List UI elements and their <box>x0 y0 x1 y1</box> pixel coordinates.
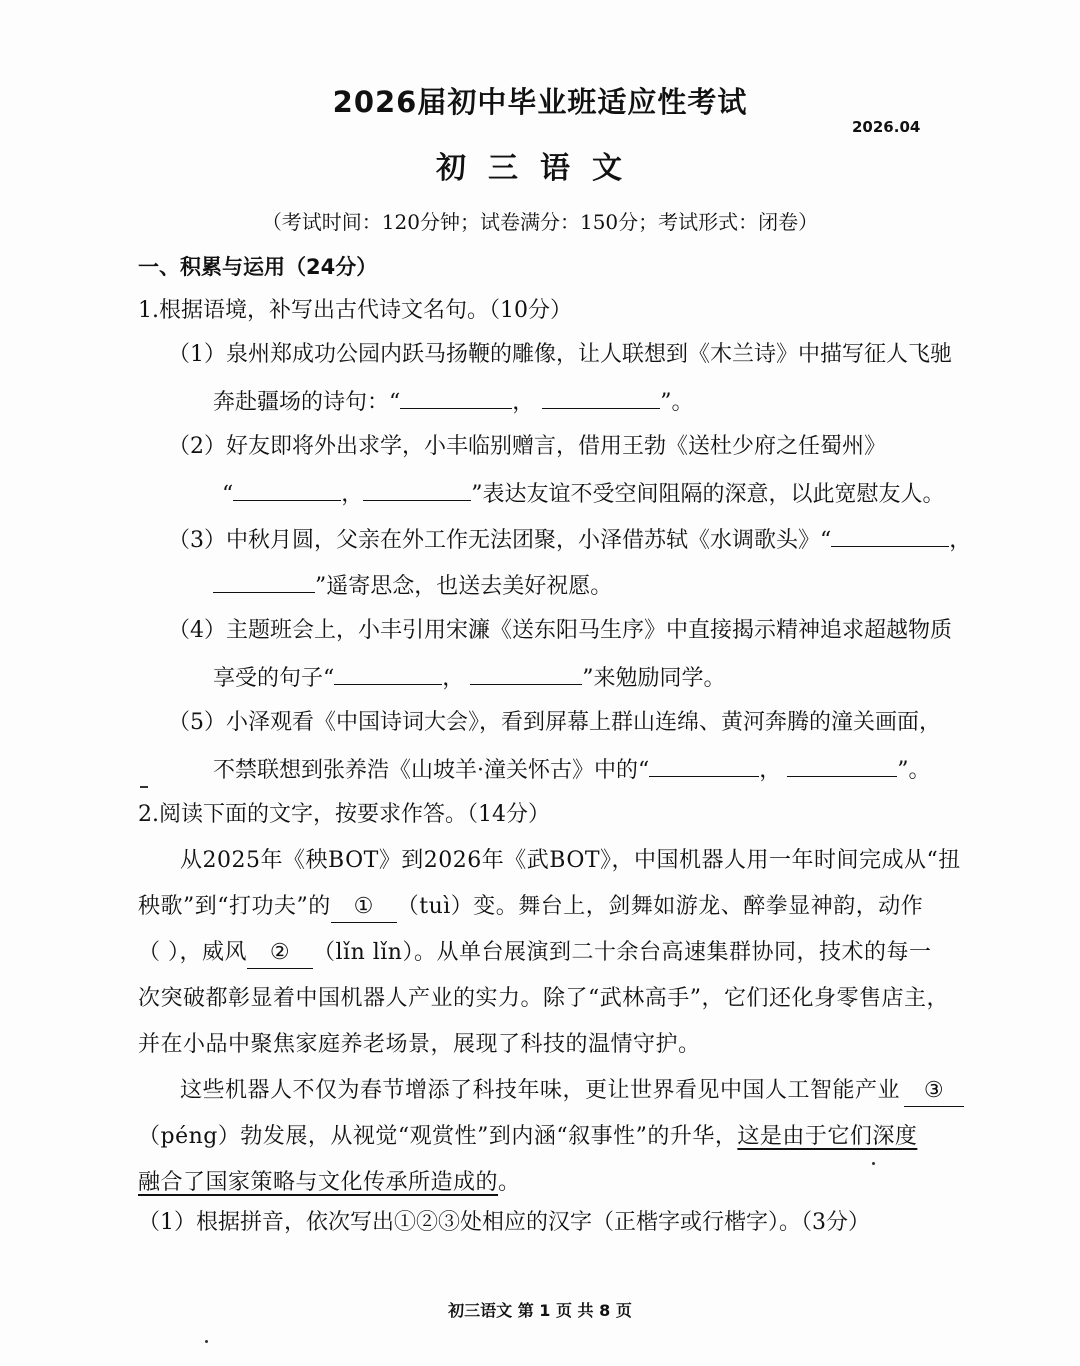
answer-blank[interactable] <box>831 524 949 547</box>
answer-blank[interactable] <box>213 570 315 593</box>
question-2-stem: 2.阅读下面的文字，按要求作答。（14分） <box>138 802 550 827</box>
q2-sub-question-1: （1）根据拼音，依次写出①②③处相应的汉字（正楷字或行楷字）。（3分） <box>138 1210 870 1235</box>
exam-title: 2026届初中毕业班适应性考试 <box>332 85 748 119</box>
q1-item-1-text: 奔赴疆场的诗句：“ <box>213 390 401 415</box>
question-1-stem: 1.根据语境，补写出古代诗文名句。（10分） <box>138 298 572 323</box>
scan-speck <box>205 1340 208 1343</box>
answer-blank[interactable] <box>334 662 442 685</box>
passage-line: 并在小品中聚焦家庭养老场景，展现了科技的温情守护。 <box>138 1032 701 1057</box>
q1-item-2-line1: （2）好友即将外出求学，小丰临别赠言，借用王勃《送杜少府之任蜀州》 <box>168 434 886 459</box>
answer-blank[interactable] <box>470 662 582 685</box>
passage-text: （péng）勃发展，从视觉“观赏性”到内涵“叙事性”的升华， <box>138 1124 738 1149</box>
q1-item-3-text: （3）中秋月圆，父亲在外工作无法团聚，小泽借苏轼《水调歌头》“ <box>168 528 832 553</box>
passage-line <box>138 1122 917 1152</box>
scan-speck <box>872 1162 875 1165</box>
answer-blank[interactable] <box>542 386 660 409</box>
q1-item-1-close: ”。 <box>660 390 694 415</box>
blank-separator: ， <box>341 482 364 507</box>
q1-item-2-line2 <box>222 478 945 510</box>
exam-info: （考试时间：120分钟；试卷满分：150分；考试形式：闭卷） <box>261 210 819 234</box>
q1-item-5-text: 不禁联想到张养浩《山坡羊·潼关怀古》中的“ <box>213 758 650 783</box>
exam-date: 2026.04 <box>852 118 921 136</box>
blank-separator: ， <box>442 666 465 691</box>
page-footer: 初三语文 第 1 页 共 8 页 <box>448 1301 632 1320</box>
underlined-sentence: 融合了国家策略与文化传承所造成的 <box>138 1170 499 1195</box>
q1-item-5-tail: ”。 <box>897 758 931 783</box>
q1-item-3-tail: ”遥寄思念，也送去美好祝愿。 <box>315 574 613 599</box>
q1-item-4-line1: （4）主题班会上，小丰引用宋濂《送东阳马生序》中直接揭示精神追求超越物质 <box>168 618 952 643</box>
answer-blank[interactable] <box>233 478 341 501</box>
q1-item-2-tail: ”表达友谊不受空间阻隔的深意，以此宽慰友人。 <box>471 482 945 507</box>
passage-text: （lǐn lǐn）。从单台展演到二十余台高速集群协同，技术的每一 <box>313 940 932 965</box>
answer-blank[interactable] <box>363 478 471 501</box>
passage-line <box>180 1076 964 1107</box>
passage-text: 。 <box>498 1170 521 1195</box>
blank-separator: ， <box>512 390 535 415</box>
answer-blank[interactable] <box>400 386 512 409</box>
answer-blank[interactable] <box>649 754 759 777</box>
q1-item-5-line1: （5）小泽观看《中国诗词大会》，看到屏幕上群山连绵、黄河奔腾的潼关画面， <box>168 710 941 735</box>
section-heading: 一、积累与运用（24分） <box>138 255 378 279</box>
fill-blank-1[interactable]: ① <box>331 892 397 923</box>
scan-mark <box>140 786 148 788</box>
q1-item-4-text: 享受的句子“ <box>213 666 335 691</box>
blank-separator: ， <box>759 758 782 783</box>
passage-text: 秧歌”到“打功夫”的 <box>138 894 331 919</box>
q1-item-4-line2 <box>213 662 726 694</box>
passage-line: 次突破都彰显着中国机器人产业的实力。除了“武林高手”，它们还化身零售店主， <box>138 986 949 1011</box>
q1-item-3-line1 <box>168 524 971 556</box>
passage-line <box>138 892 923 923</box>
q1-item-5-line2 <box>213 754 931 786</box>
q1-item-1-line1: （1）泉州郑成功公园内跃马扬鞭的雕像，让人联想到《木兰诗》中描写征人飞驰 <box>168 342 952 367</box>
q1-item-1-line2 <box>213 386 694 418</box>
q1-item-3-line2 <box>213 570 612 602</box>
answer-blank[interactable] <box>787 754 897 777</box>
passage-text: 这些机器人不仅为春节增添了科技年味，更让世界看见中国人工智能产业 <box>180 1078 901 1103</box>
passage-line <box>138 1168 521 1198</box>
fill-blank-2[interactable]: ② <box>247 938 313 969</box>
passage-text: （ ），威风 <box>138 940 247 965</box>
subject-title: 初三语文 <box>436 151 644 186</box>
passage-line <box>138 938 931 969</box>
fill-blank-3[interactable]: ③ <box>904 1076 964 1107</box>
passage-line: 从2025年《秧BOT》到2026年《武BOT》，中国机器人用一年时间完成从“扭 <box>180 848 961 873</box>
blank-separator: ， <box>949 528 972 553</box>
underlined-sentence: 这是由于它们深度 <box>737 1124 918 1149</box>
passage-text: （tuì）变。舞台上，剑舞如游龙、醉拳显神韵，动作 <box>396 894 924 919</box>
open-quote: “ <box>222 482 234 507</box>
q1-item-4-tail: ”来勉励同学。 <box>582 666 726 691</box>
